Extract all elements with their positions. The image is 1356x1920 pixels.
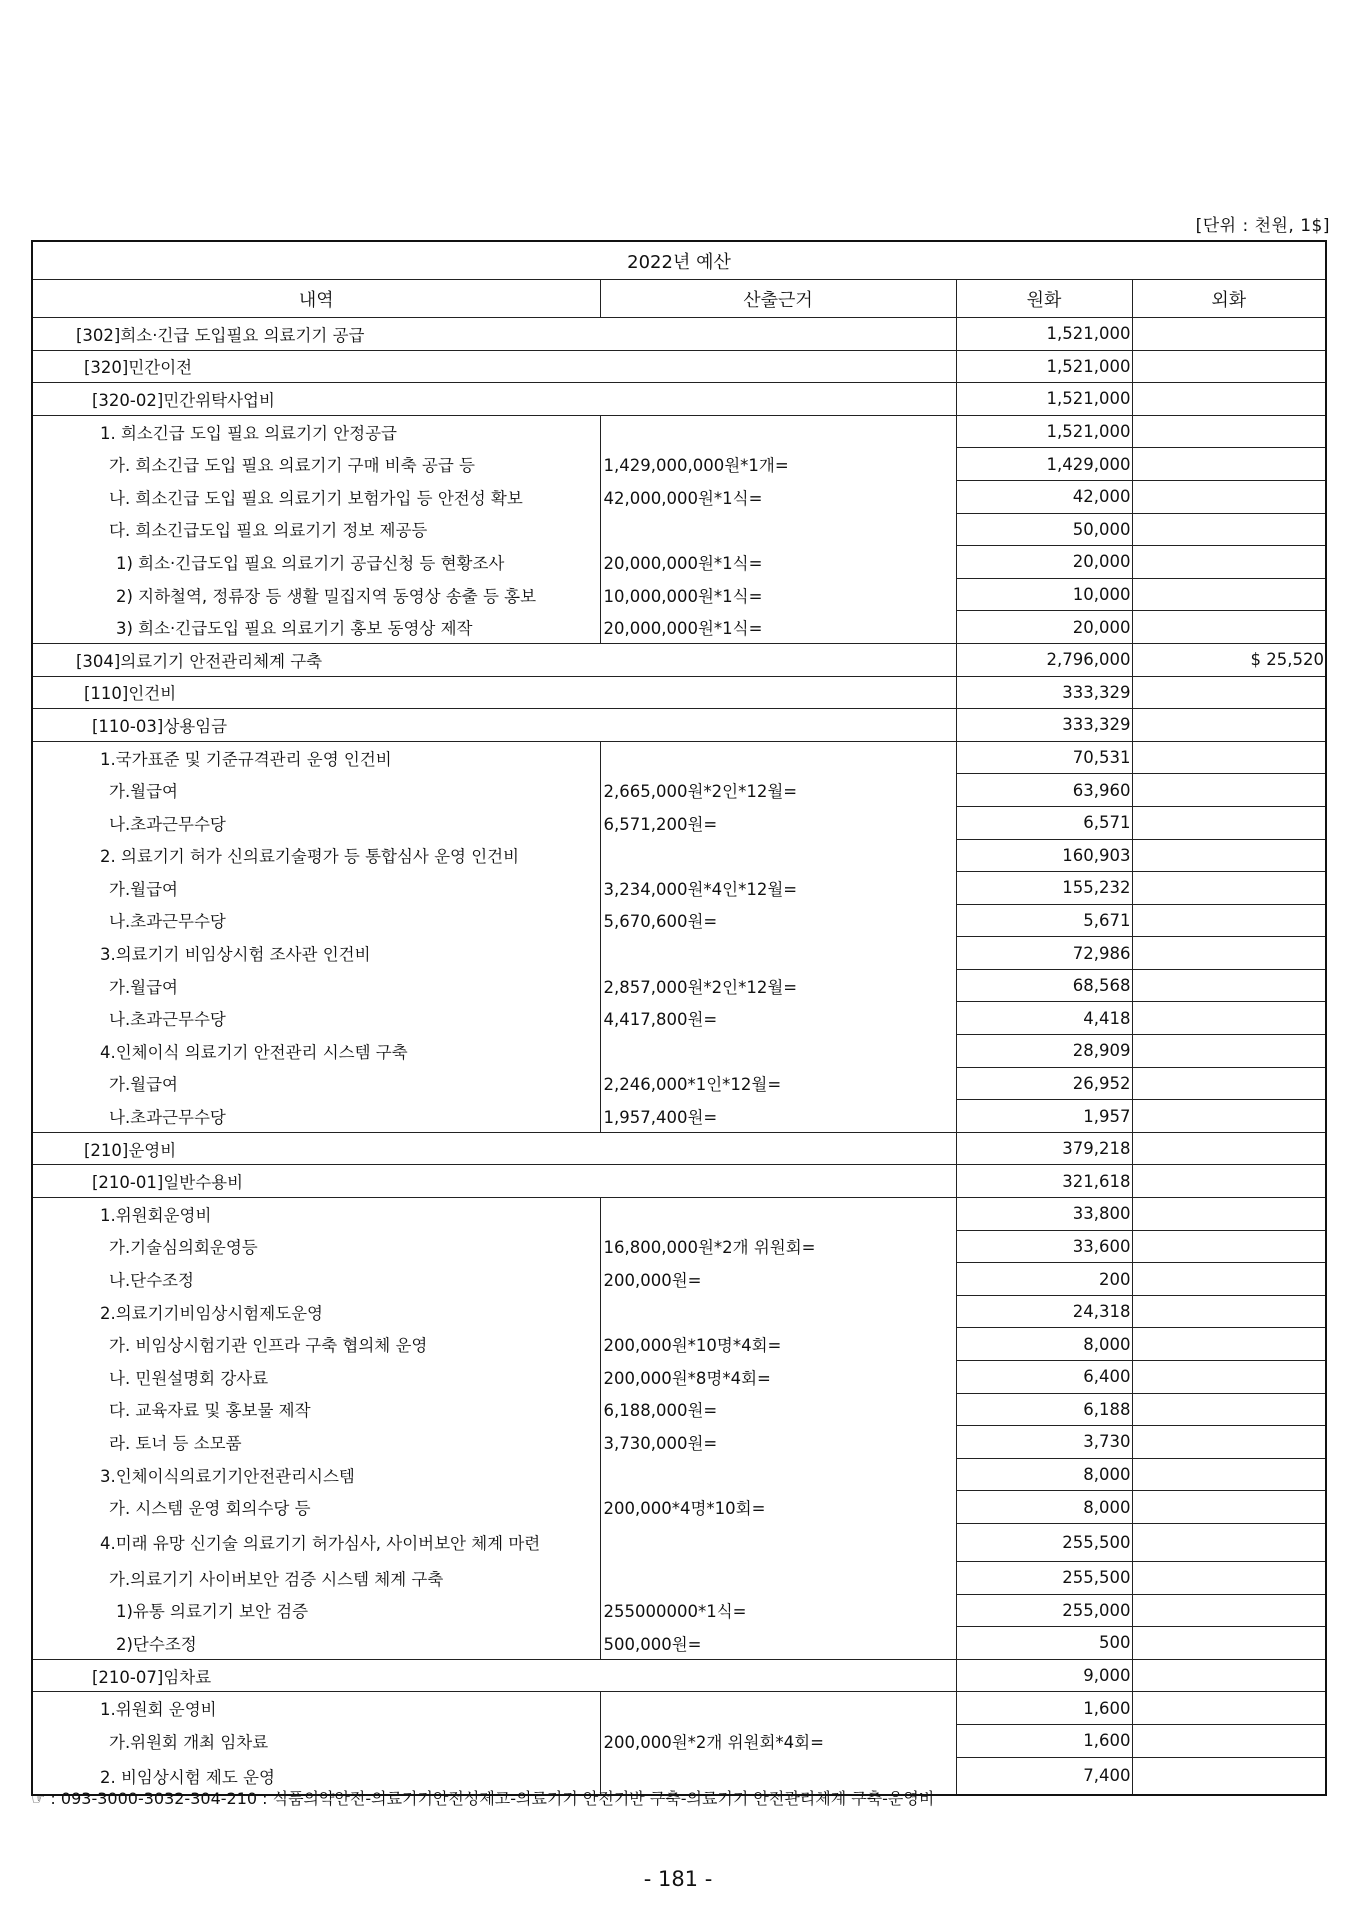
row-basis — [600, 741, 956, 774]
row-krw: 8,000 — [956, 1328, 1132, 1361]
row-item: 나. 민원설명회 강사료 — [32, 1361, 600, 1394]
row-item: 가.기술심의회운영등 — [32, 1230, 600, 1263]
row-krw: 500 — [956, 1627, 1132, 1660]
row-fx — [1132, 1328, 1326, 1361]
row-item: 2)단수조정 — [32, 1627, 600, 1660]
table-row — [32, 448, 1326, 481]
table-row — [32, 578, 1326, 611]
col-header-item: 내역 — [32, 280, 600, 318]
row-item: 나.단수조정 — [32, 1263, 600, 1296]
table-row — [32, 1328, 1326, 1361]
row-fx — [1132, 1491, 1326, 1524]
row-krw: 68,568 — [956, 969, 1132, 1002]
row-krw: 321,618 — [956, 1165, 1132, 1198]
table-row — [32, 383, 1326, 416]
row-basis: 2,665,000원*2인*12월= — [600, 774, 956, 807]
row-item: 가.월급여 — [32, 969, 600, 1002]
row-fx — [1132, 513, 1326, 546]
row-fx — [1132, 1230, 1326, 1263]
row-krw: 10,000 — [956, 578, 1132, 611]
row-basis — [600, 937, 956, 970]
row-basis: 1,957,400원= — [600, 1100, 956, 1133]
row-basis: 4,417,800원= — [600, 1002, 956, 1035]
row-item: 다. 희소긴급도입 필요 의료기기 정보 제공등 — [32, 513, 600, 546]
row-basis: 16,800,000원*2개 위원회= — [600, 1230, 956, 1263]
col-header-basis: 산출근거 — [600, 280, 956, 318]
row-fx — [1132, 741, 1326, 774]
row-basis — [600, 1458, 956, 1491]
row-fx — [1132, 1757, 1326, 1795]
row-fx — [1132, 1659, 1326, 1692]
row-item: 가. 비임상시험기관 인프라 구축 협의체 운영 — [32, 1328, 600, 1361]
table-row — [32, 1523, 1326, 1561]
table-row — [32, 513, 1326, 546]
row-item: 다. 교육자료 및 홍보물 제작 — [32, 1393, 600, 1426]
row-basis: 42,000,000원*1식= — [600, 480, 956, 513]
row-fx — [1132, 1263, 1326, 1296]
row-krw: 1,600 — [956, 1692, 1132, 1725]
row-krw: 6,400 — [956, 1361, 1132, 1394]
account-code-footnote: ☞ : 093-3000-3032-304-210 : 식품의약안전-의료기기안전성제고-의료기기 안전기반 구축-의료기기 안전관리체계 구축-운영비 — [31, 1789, 935, 1808]
row-item: 나. 희소긴급 도입 필요 의료기기 보험가입 등 안전성 확보 — [32, 480, 600, 513]
row-item: 나.초과근무수당 — [32, 904, 600, 937]
row-basis: 200,000*4명*10회= — [600, 1491, 956, 1524]
budget-table-body — [32, 318, 1326, 1796]
row-krw: 1,521,000 — [956, 415, 1132, 448]
row-fx — [1132, 415, 1326, 448]
row-fx — [1132, 839, 1326, 872]
row-basis — [600, 1198, 956, 1231]
row-fx — [1132, 774, 1326, 807]
row-krw: 26,952 — [956, 1067, 1132, 1100]
table-row — [32, 1132, 1326, 1165]
table-row — [32, 1035, 1326, 1068]
row-item: 2. 의료기기 허가 신의료기술평가 등 통합심사 운영 인건비 — [32, 839, 600, 872]
table-row — [32, 741, 1326, 774]
row-basis — [600, 1295, 956, 1328]
table-row — [32, 1594, 1326, 1627]
table-row — [32, 1659, 1326, 1692]
row-krw: 6,188 — [956, 1393, 1132, 1426]
row-fx — [1132, 1165, 1326, 1198]
row-basis: 200,000원*8명*4회= — [600, 1361, 956, 1394]
row-basis — [600, 1692, 956, 1725]
row-basis: 6,571,200원= — [600, 806, 956, 839]
table-row — [32, 1561, 1326, 1594]
row-item: 가.위원회 개최 임차료 — [32, 1724, 600, 1757]
table-row — [32, 350, 1326, 383]
row-item: [320]민간이전 — [32, 350, 956, 383]
row-basis — [600, 839, 956, 872]
row-fx — [1132, 1132, 1326, 1165]
row-basis: 3,234,000원*4인*12월= — [600, 872, 956, 905]
row-basis — [600, 415, 956, 448]
row-krw: 6,571 — [956, 806, 1132, 839]
row-item: [110-03]상용임금 — [32, 709, 956, 742]
row-basis: 255000000*1식= — [600, 1594, 956, 1627]
row-item: [210-07]임차료 — [32, 1659, 956, 1692]
page-number: - 181 - — [643, 1867, 713, 1891]
table-row — [32, 1067, 1326, 1100]
row-fx — [1132, 1561, 1326, 1594]
row-fx — [1132, 1458, 1326, 1491]
row-krw: 63,960 — [956, 774, 1132, 807]
col-header-fx: 외화 — [1132, 280, 1326, 318]
table-row — [32, 1230, 1326, 1263]
row-item: 1.국가표준 및 기준규격관리 운영 인건비 — [32, 741, 600, 774]
row-item: 2. 비임상시험 제도 운영 — [32, 1757, 600, 1795]
row-basis: 20,000,000원*1식= — [600, 611, 956, 644]
row-fx — [1132, 1198, 1326, 1231]
table-row — [32, 1165, 1326, 1198]
table-row — [32, 1198, 1326, 1231]
row-basis — [600, 1561, 956, 1594]
row-fx — [1132, 709, 1326, 742]
row-item: 가. 희소긴급 도입 필요 의료기기 구매 비축 공급 등 — [32, 448, 600, 481]
row-item: 3.의료기기 비임상시험 조사관 인건비 — [32, 937, 600, 970]
row-item: [320-02]민간위탁사업비 — [32, 383, 956, 416]
row-item: 1.위원회 운영비 — [32, 1692, 600, 1725]
row-krw: 333,329 — [956, 676, 1132, 709]
table-row — [32, 1426, 1326, 1459]
row-basis — [600, 1035, 956, 1068]
table-row — [32, 415, 1326, 448]
row-basis: 20,000,000원*1식= — [600, 546, 956, 579]
row-krw: 379,218 — [956, 1132, 1132, 1165]
row-fx — [1132, 1692, 1326, 1725]
row-krw: 20,000 — [956, 611, 1132, 644]
table-row — [32, 1100, 1326, 1133]
table-row — [32, 643, 1326, 676]
row-item: 2) 지하철역, 정류장 등 생활 밀집지역 동영상 송출 등 홍보 — [32, 578, 600, 611]
row-basis: 200,000원*10명*4회= — [600, 1328, 956, 1361]
row-basis — [600, 513, 956, 546]
row-item: 가.의료기기 사이버보안 검증 시스템 체계 구축 — [32, 1561, 600, 1594]
col-header-krw: 원화 — [956, 280, 1132, 318]
row-krw: 1,600 — [956, 1724, 1132, 1757]
table-row — [32, 480, 1326, 513]
row-krw: 2,796,000 — [956, 643, 1132, 676]
row-krw: 160,903 — [956, 839, 1132, 872]
row-krw: 1,521,000 — [956, 318, 1132, 351]
row-fx — [1132, 676, 1326, 709]
table-row — [32, 1263, 1326, 1296]
table-row — [32, 1361, 1326, 1394]
table-row — [32, 904, 1326, 937]
row-basis: 10,000,000원*1식= — [600, 578, 956, 611]
table-row — [32, 709, 1326, 742]
row-fx — [1132, 904, 1326, 937]
table-row — [32, 1627, 1326, 1660]
budget-table — [31, 240, 1327, 1796]
row-krw: 255,500 — [956, 1561, 1132, 1594]
row-krw: 8,000 — [956, 1491, 1132, 1524]
table-row — [32, 774, 1326, 807]
row-krw: 8,000 — [956, 1458, 1132, 1491]
table-row — [32, 1724, 1326, 1757]
row-fx — [1132, 1724, 1326, 1757]
row-item: 3.인체이식의료기기안전관리시스템 — [32, 1458, 600, 1491]
row-krw: 33,600 — [956, 1230, 1132, 1263]
row-fx — [1132, 318, 1326, 351]
row-fx — [1132, 1295, 1326, 1328]
table-row — [32, 937, 1326, 970]
row-item: 라. 토너 등 소모품 — [32, 1426, 600, 1459]
row-fx — [1132, 1393, 1326, 1426]
row-fx — [1132, 1002, 1326, 1035]
row-item: 가.월급여 — [32, 1067, 600, 1100]
table-row — [32, 1002, 1326, 1035]
row-fx — [1132, 578, 1326, 611]
table-row — [32, 1491, 1326, 1524]
row-fx — [1132, 1627, 1326, 1660]
table-row — [32, 676, 1326, 709]
row-item: 1)유통 의료기기 보안 검증 — [32, 1594, 600, 1627]
row-krw: 24,318 — [956, 1295, 1132, 1328]
row-fx — [1132, 1361, 1326, 1394]
table-title: 2022년 예산 — [32, 241, 1326, 280]
row-item: 2.의료기기비임상시험제도운영 — [32, 1295, 600, 1328]
row-fx — [1132, 937, 1326, 970]
row-item: 1) 희소·긴급도입 필요 의료기기 공급신청 등 현황조사 — [32, 546, 600, 579]
row-fx — [1132, 546, 1326, 579]
row-fx — [1132, 1100, 1326, 1133]
row-fx — [1132, 611, 1326, 644]
row-fx — [1132, 1067, 1326, 1100]
row-krw: 255,500 — [956, 1523, 1132, 1561]
row-krw: 4,418 — [956, 1002, 1132, 1035]
row-basis: 3,730,000원= — [600, 1426, 956, 1459]
row-fx — [1132, 806, 1326, 839]
table-row — [32, 611, 1326, 644]
row-basis: 5,670,600원= — [600, 904, 956, 937]
row-fx — [1132, 1426, 1326, 1459]
unit-label: [단위 : 천원, 1$] — [1195, 216, 1330, 236]
row-fx — [1132, 969, 1326, 1002]
table-row — [32, 872, 1326, 905]
row-krw: 1,429,000 — [956, 448, 1132, 481]
row-item: 가.월급여 — [32, 774, 600, 807]
row-krw: 255,000 — [956, 1594, 1132, 1627]
row-krw: 42,000 — [956, 480, 1132, 513]
row-krw: 333,329 — [956, 709, 1132, 742]
row-krw: 1,521,000 — [956, 350, 1132, 383]
row-basis: 2,246,000*1인*12월= — [600, 1067, 956, 1100]
row-item: [210-01]일반수용비 — [32, 1165, 956, 1198]
row-krw: 33,800 — [956, 1198, 1132, 1231]
row-krw: 1,521,000 — [956, 383, 1132, 416]
row-fx — [1132, 1523, 1326, 1561]
table-row — [32, 806, 1326, 839]
row-item: 가. 시스템 운영 회의수당 등 — [32, 1491, 600, 1524]
row-item: 나.초과근무수당 — [32, 1100, 600, 1133]
row-fx — [1132, 1035, 1326, 1068]
row-item: 나.초과근무수당 — [32, 806, 600, 839]
row-item: [110]인건비 — [32, 676, 956, 709]
row-basis: 2,857,000원*2인*12월= — [600, 969, 956, 1002]
row-fx — [1132, 1594, 1326, 1627]
row-item: 1.위원회운영비 — [32, 1198, 600, 1231]
table-row — [32, 1295, 1326, 1328]
row-item: [210]운영비 — [32, 1132, 956, 1165]
row-fx: $ 25,520 — [1132, 643, 1326, 676]
row-krw: 155,232 — [956, 872, 1132, 905]
row-krw: 70,531 — [956, 741, 1132, 774]
row-krw: 1,957 — [956, 1100, 1132, 1133]
row-krw: 7,400 — [956, 1757, 1132, 1795]
row-fx — [1132, 350, 1326, 383]
table-row — [32, 1458, 1326, 1491]
row-item: 3) 희소·긴급도입 필요 의료기기 홍보 동영상 제작 — [32, 611, 600, 644]
row-krw: 9,000 — [956, 1659, 1132, 1692]
row-item: [304]의료기기 안전관리체계 구축 — [32, 643, 956, 676]
row-basis: 500,000원= — [600, 1627, 956, 1660]
table-row — [32, 1692, 1326, 1725]
row-item: 4.인체이식 의료기기 안전관리 시스템 구축 — [32, 1035, 600, 1068]
row-fx — [1132, 448, 1326, 481]
row-item: 나.초과근무수당 — [32, 1002, 600, 1035]
row-item: 1. 희소긴급 도입 필요 의료기기 안정공급 — [32, 415, 600, 448]
row-basis: 200,000원= — [600, 1263, 956, 1296]
row-krw: 5,671 — [956, 904, 1132, 937]
row-krw: 72,986 — [956, 937, 1132, 970]
table-row — [32, 546, 1326, 579]
row-item: 가.월급여 — [32, 872, 600, 905]
row-fx — [1132, 872, 1326, 905]
row-krw: 200 — [956, 1263, 1132, 1296]
row-basis — [600, 1523, 956, 1561]
row-item: [302]희소·긴급 도입필요 의료기기 공급 — [32, 318, 956, 351]
row-fx — [1132, 383, 1326, 416]
table-row — [32, 839, 1326, 872]
row-krw: 20,000 — [956, 546, 1132, 579]
row-basis: 200,000원*2개 위원회*4회= — [600, 1724, 956, 1757]
row-krw: 3,730 — [956, 1426, 1132, 1459]
row-krw: 50,000 — [956, 513, 1132, 546]
row-fx — [1132, 480, 1326, 513]
row-item: 4.미래 유망 신기술 의료기기 허가심사, 사이버보안 체계 마련 — [32, 1523, 600, 1561]
table-row — [32, 969, 1326, 1002]
row-basis: 1,429,000,000원*1개= — [600, 448, 956, 481]
row-basis: 6,188,000원= — [600, 1393, 956, 1426]
table-row — [32, 1393, 1326, 1426]
row-krw: 28,909 — [956, 1035, 1132, 1068]
table-row — [32, 318, 1326, 351]
